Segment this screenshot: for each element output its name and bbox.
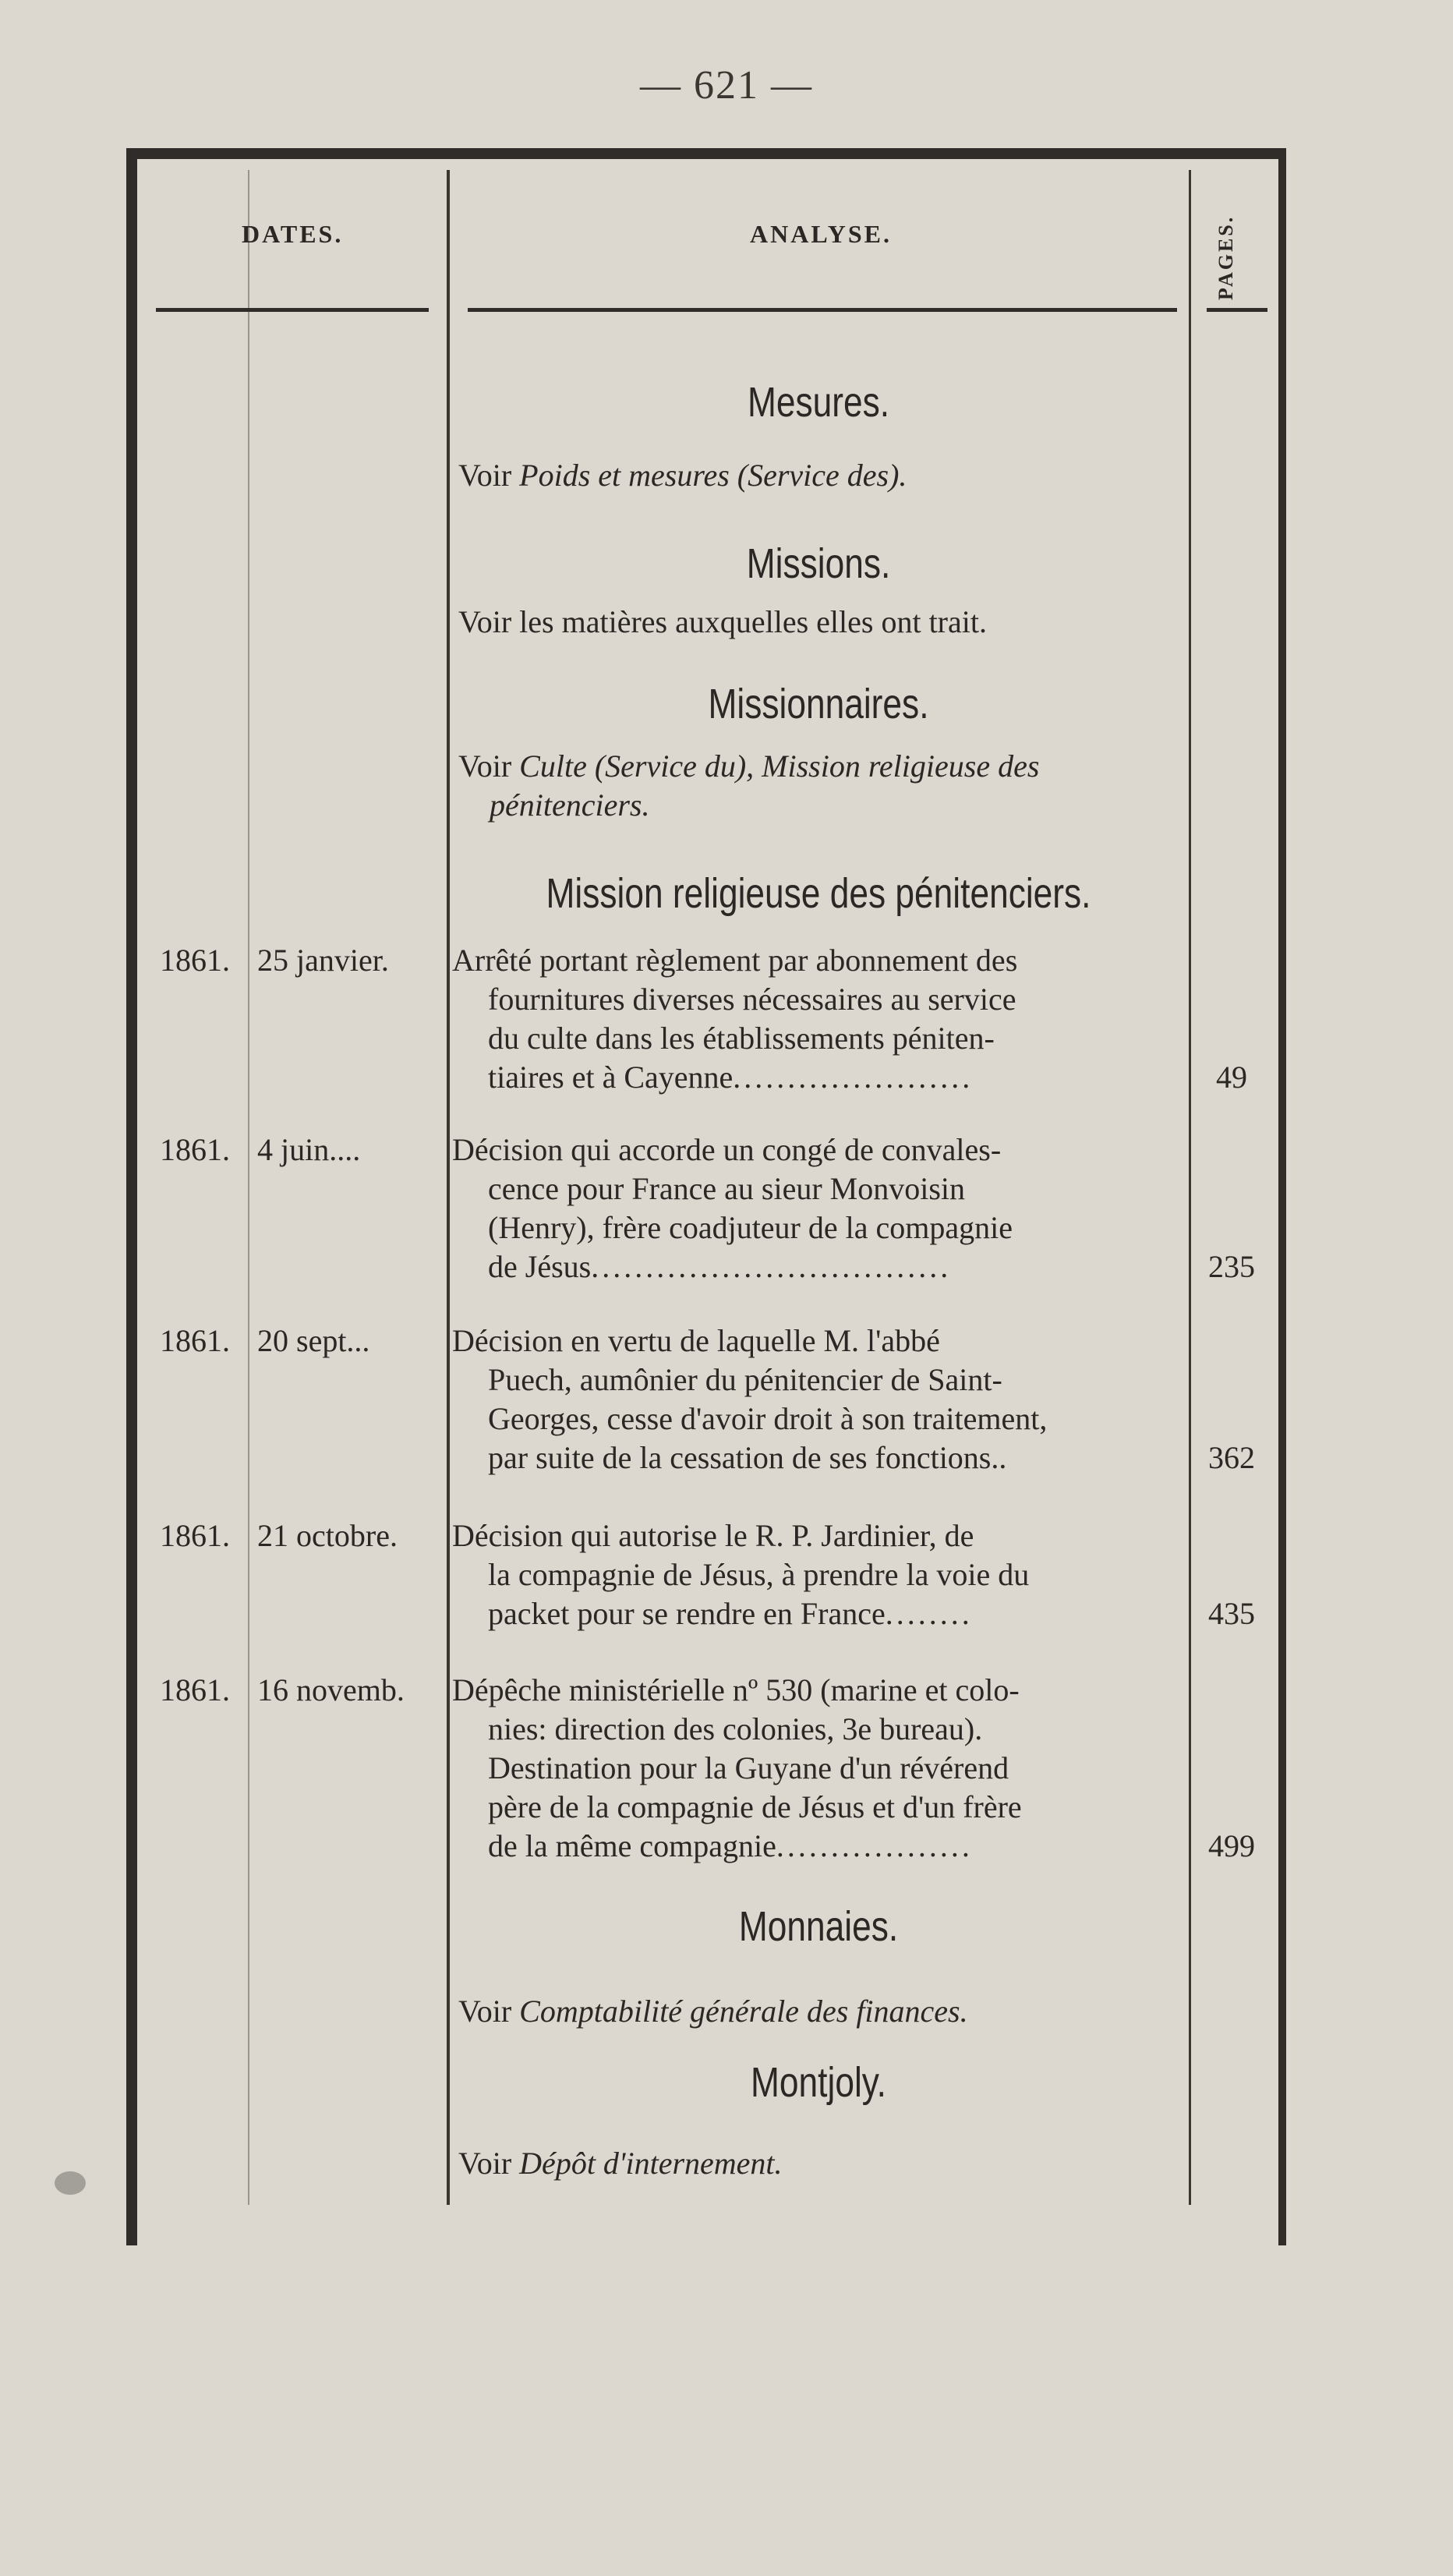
ref-target: Poids et mesures (Service des). — [519, 458, 907, 493]
entry-line: fournitures diverses nécessaires au service — [488, 982, 1016, 1017]
entry-line: Décision en vertu de laquelle M. l'abbé — [452, 1323, 940, 1358]
entry-year: 1861. — [160, 1323, 230, 1358]
dot-leader: ................................. — [591, 1249, 952, 1284]
ink-smudge — [55, 2171, 86, 2195]
ref-target-cont: pénitenciers. — [490, 787, 650, 823]
section-heading: Monnaies. — [738, 1903, 899, 1950]
dot-leader: ...................... — [733, 1060, 974, 1095]
section-heading: Mesures. — [747, 379, 890, 426]
section-heading: Montjoly. — [751, 2059, 886, 2106]
cross-reference — [458, 2144, 1183, 2183]
ref-prefix: Voir — [458, 458, 512, 493]
cross-reference — [458, 1992, 1183, 2031]
entry-line: nies: direction des colonies, 3e bureau). — [488, 1711, 983, 1746]
entry-line: de la même compagnie — [488, 1828, 776, 1863]
entry-line: Dépêche ministérielle nº 530 (marine et colo- — [452, 1672, 1020, 1707]
section-heading: Missions. — [746, 540, 891, 587]
entry-line: packet pour se rendre en France — [488, 1596, 886, 1631]
entry-year: 1861. — [160, 1672, 230, 1707]
ref-prefix: Voir — [458, 2146, 512, 2181]
header-dates: DATES. — [242, 220, 344, 248]
entry-year: 1861. — [160, 1132, 230, 1167]
ref-prefix: Voir — [458, 748, 512, 784]
entry-text — [452, 1131, 1185, 1286]
ref-prefix: Voir — [458, 1994, 512, 2029]
entry-day: 25 janvier. — [257, 943, 389, 978]
entry-line: père de la compagnie de Jésus et d'un frère — [488, 1789, 1022, 1824]
entry-line: du culte dans les établissements péniten- — [488, 1021, 995, 1056]
entry-text — [452, 941, 1185, 1097]
entry-line: (Henry), frère coadjuteur de la compagnie — [488, 1210, 1013, 1245]
entry-line: Décision qui autorise le R. P. Jardinier, de — [452, 1518, 974, 1553]
section-heading: Missionnaires. — [708, 681, 929, 727]
entry-line: Décision qui accorde un congé de convales- — [452, 1132, 1002, 1167]
entry-year: 1861. — [160, 943, 230, 978]
ref-target: Comptabilité générale des finances. — [519, 1994, 968, 2029]
entry-page: 235 — [1208, 1249, 1255, 1284]
ref-target: Culte (Service du), Mission religieuse des — [519, 748, 1040, 784]
entry-line: Arrêté portant règlement par abonnement des — [452, 943, 1018, 978]
cross-reference — [458, 456, 1183, 495]
header-pages: PAGES. — [1214, 214, 1237, 300]
header-analyse: ANALYSE. — [750, 220, 892, 248]
entry-text — [452, 1322, 1185, 1477]
entry-day: 4 juin.... — [257, 1132, 361, 1167]
dates-inner-rule — [248, 170, 249, 2205]
entry-year: 1861. — [160, 1518, 230, 1553]
entry-text — [452, 1671, 1185, 1866]
ref-prefix: Voir — [458, 604, 512, 639]
section-heading: Mission religieuse des pénitenciers. — [546, 870, 1091, 917]
entry-line: Georges, cesse d'avoir droit à son traitement, — [488, 1401, 1048, 1436]
entry-line: tiaires et à Cayenne — [488, 1060, 734, 1095]
analyse-pages-rule — [1189, 170, 1191, 2205]
entry-page: 435 — [1208, 1596, 1255, 1631]
header-rule — [156, 308, 429, 312]
entry-day: 16 novemb. — [257, 1672, 405, 1707]
entry-page: 362 — [1208, 1440, 1255, 1475]
ref-target: les matières auxquelles elles ont trait. — [519, 604, 987, 639]
entry-line: cence pour France au sieur Monvoisin — [488, 1171, 966, 1206]
entry-text — [452, 1516, 1185, 1633]
dates-analyse-rule — [447, 170, 450, 2205]
entry-page: 49 — [1216, 1060, 1247, 1095]
entry-page: 499 — [1208, 1828, 1255, 1863]
entry-day: 20 sept... — [257, 1323, 370, 1358]
entry-line: la compagnie de Jésus, à prendre la voie du — [488, 1557, 1030, 1592]
cross-reference — [458, 747, 1183, 825]
dot-leader: .................. — [776, 1828, 973, 1863]
header-rule — [468, 308, 1177, 312]
ref-target: Dépôt d'internement. — [519, 2146, 783, 2181]
entry-line: par suite de la cessation de ses fonctions.. — [488, 1440, 1007, 1475]
entry-line: Destination pour la Guyane d'un révérend — [488, 1750, 1009, 1785]
entry-line: Puech, aumônier du pénitencier de Saint- — [488, 1362, 1002, 1397]
page-number: — 621 — — [640, 63, 813, 108]
entry-line: de Jésus — [488, 1249, 592, 1284]
cross-reference — [458, 603, 1183, 642]
entry-day: 21 octobre. — [257, 1518, 398, 1553]
header-rule — [1207, 308, 1267, 312]
dot-leader: ........ — [885, 1596, 973, 1631]
